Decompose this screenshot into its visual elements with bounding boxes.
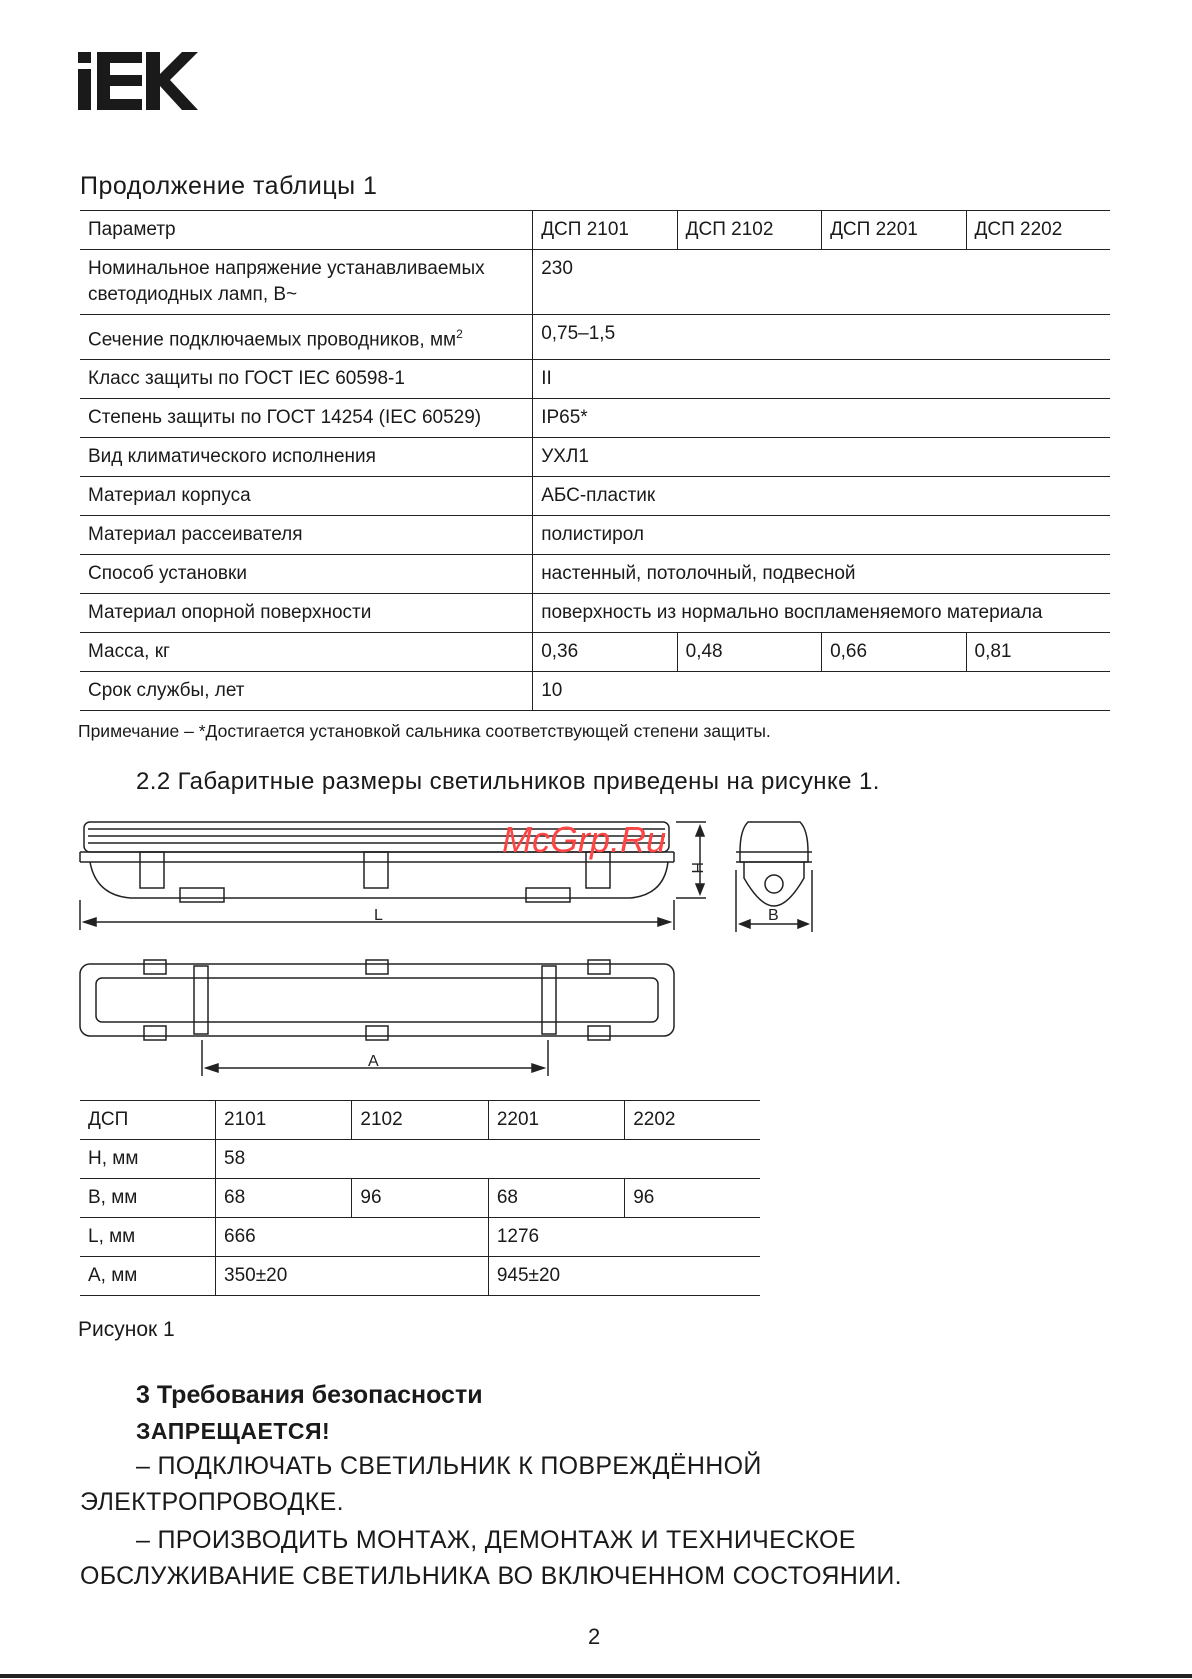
param-cell: B, мм (80, 1179, 216, 1218)
dim-label-H: H (688, 862, 705, 874)
value-cell: 0,81 (966, 633, 1110, 672)
figure-caption: Рисунок 1 (78, 1318, 175, 1341)
value-cell: 0,48 (677, 633, 821, 672)
section-3-title: 3 Требования безопасности (136, 1381, 483, 1409)
side-view-diffuser (90, 862, 668, 898)
table-header-cell: ДСП 2201 (822, 211, 966, 250)
value-cell: 10 (533, 672, 1110, 711)
page-number: 2 (588, 1624, 601, 1649)
value-cell: УХЛ1 (533, 438, 1110, 477)
value-cell: II (533, 360, 1110, 399)
param-cell: H, мм (80, 1140, 216, 1179)
param-cell: Материал рассеивателя (80, 516, 533, 555)
mounting-clip (364, 852, 388, 888)
forbidden-heading: ЗАПРЕЩАЕТСЯ! (136, 1418, 331, 1444)
safety-item: – ПРОИЗВОДИТЬ МОНТАЖ, ДЕМОНТАЖ И ТЕХНИЧЕСКОЕ ОБСЛУЖИВАНИЕ СВЕТИЛЬНИКА ВО ВКЛЮЧЕННОМ СОСТОЯНИИ. (80, 1526, 902, 1590)
value-cell: АБС-пластик (533, 477, 1110, 516)
dim-label-L: L (374, 907, 383, 924)
table-header-cell: ДСП (80, 1101, 216, 1140)
value-cell: поверхность из нормально воспламеняемого материала (533, 594, 1110, 633)
param-cell: Способ установки (80, 555, 533, 594)
table-row (80, 1179, 760, 1218)
footer-line (0, 1674, 1192, 1678)
value-cell: 96 (625, 1179, 760, 1218)
mounting-bracket (542, 966, 556, 1034)
value-cell: 230 (533, 250, 1110, 315)
mounting-clip (140, 852, 164, 888)
param-cell: Номинальное напряжение устанавливаемых светодиодных ламп, В~ (80, 250, 533, 315)
value-cell: 0,75–1,5 (533, 315, 1110, 360)
mounting-bracket (180, 888, 224, 902)
top-view-body (80, 964, 674, 1036)
table-caption: Продолжение таблицы 1 (80, 172, 378, 200)
param-cell: L, мм (80, 1218, 216, 1257)
value-cell: 0,36 (533, 633, 677, 672)
watermark: McGrp.Ru (502, 819, 667, 860)
param-cell: Сечение подключаемых проводников, $мм^2$ (80, 315, 533, 360)
table-header-cell: ДСП 2101 (533, 211, 677, 250)
table-row (80, 1257, 760, 1296)
param-cell: Срок службы, лет (80, 672, 533, 711)
param-cell: Вид климатического исполнения (80, 438, 533, 477)
param-cell: Масса, кг (80, 633, 533, 672)
table-header-cell: 2202 (625, 1101, 760, 1140)
table-header-cell: 2102 (352, 1101, 488, 1140)
table-row (80, 1218, 760, 1257)
param-cell: Степень защиты по ГОСТ 14254 (IEC 60529) (80, 399, 533, 438)
table-header-cell: 2101 (216, 1101, 352, 1140)
value-cell: 945±20 (488, 1257, 760, 1296)
value-cell: 68 (488, 1179, 624, 1218)
param-cell: Материал корпуса (80, 477, 533, 516)
table-header-cell: ДСП 2102 (677, 211, 821, 250)
table-note: Примечание – *Достигается установкой сальника соответствующей степени защиты. (78, 721, 771, 741)
param-cell: A, мм (80, 1257, 216, 1296)
dim-label-B: B (768, 907, 779, 924)
value-cell: IP65* (533, 399, 1110, 438)
end-view-body (740, 822, 808, 862)
value-cell: 1276 (488, 1218, 760, 1257)
mounting-bracket (526, 888, 570, 902)
value-cell: 666 (216, 1218, 489, 1257)
dim-label-A: A (368, 1053, 379, 1070)
dimensions-table (80, 1100, 760, 1296)
table-header-cell: ДСП 2202 (966, 211, 1110, 250)
param-cell: Класс защиты по ГОСТ IEC 60598-1 (80, 360, 533, 399)
value-cell: 350±20 (216, 1257, 489, 1296)
section-2-2-text: 2.2 Габаритные размеры светильников приведены на рисунке 1. (136, 768, 880, 795)
value-cell: настенный, потолочный, подвесной (533, 555, 1110, 594)
value-cell: 96 (352, 1179, 488, 1218)
safety-item: – ПОДКЛЮЧАТЬ СВЕТИЛЬНИК К ПОВРЕЖДЁННОЙ ЭЛЕКТРОПРОВОДКЕ. (80, 1452, 762, 1516)
value-cell: полистирол (533, 516, 1110, 555)
mounting-bracket (194, 966, 208, 1034)
param-cell: Материал опорной поверхности (80, 594, 533, 633)
table-header-cell: Параметр (80, 211, 533, 250)
value-cell: 0,66 (822, 633, 966, 672)
table-header-cell: 2201 (488, 1101, 624, 1140)
table-row (80, 1140, 760, 1179)
table-header-row (80, 1101, 760, 1140)
value-cell: 58 (216, 1140, 761, 1179)
value-cell: 68 (216, 1179, 352, 1218)
